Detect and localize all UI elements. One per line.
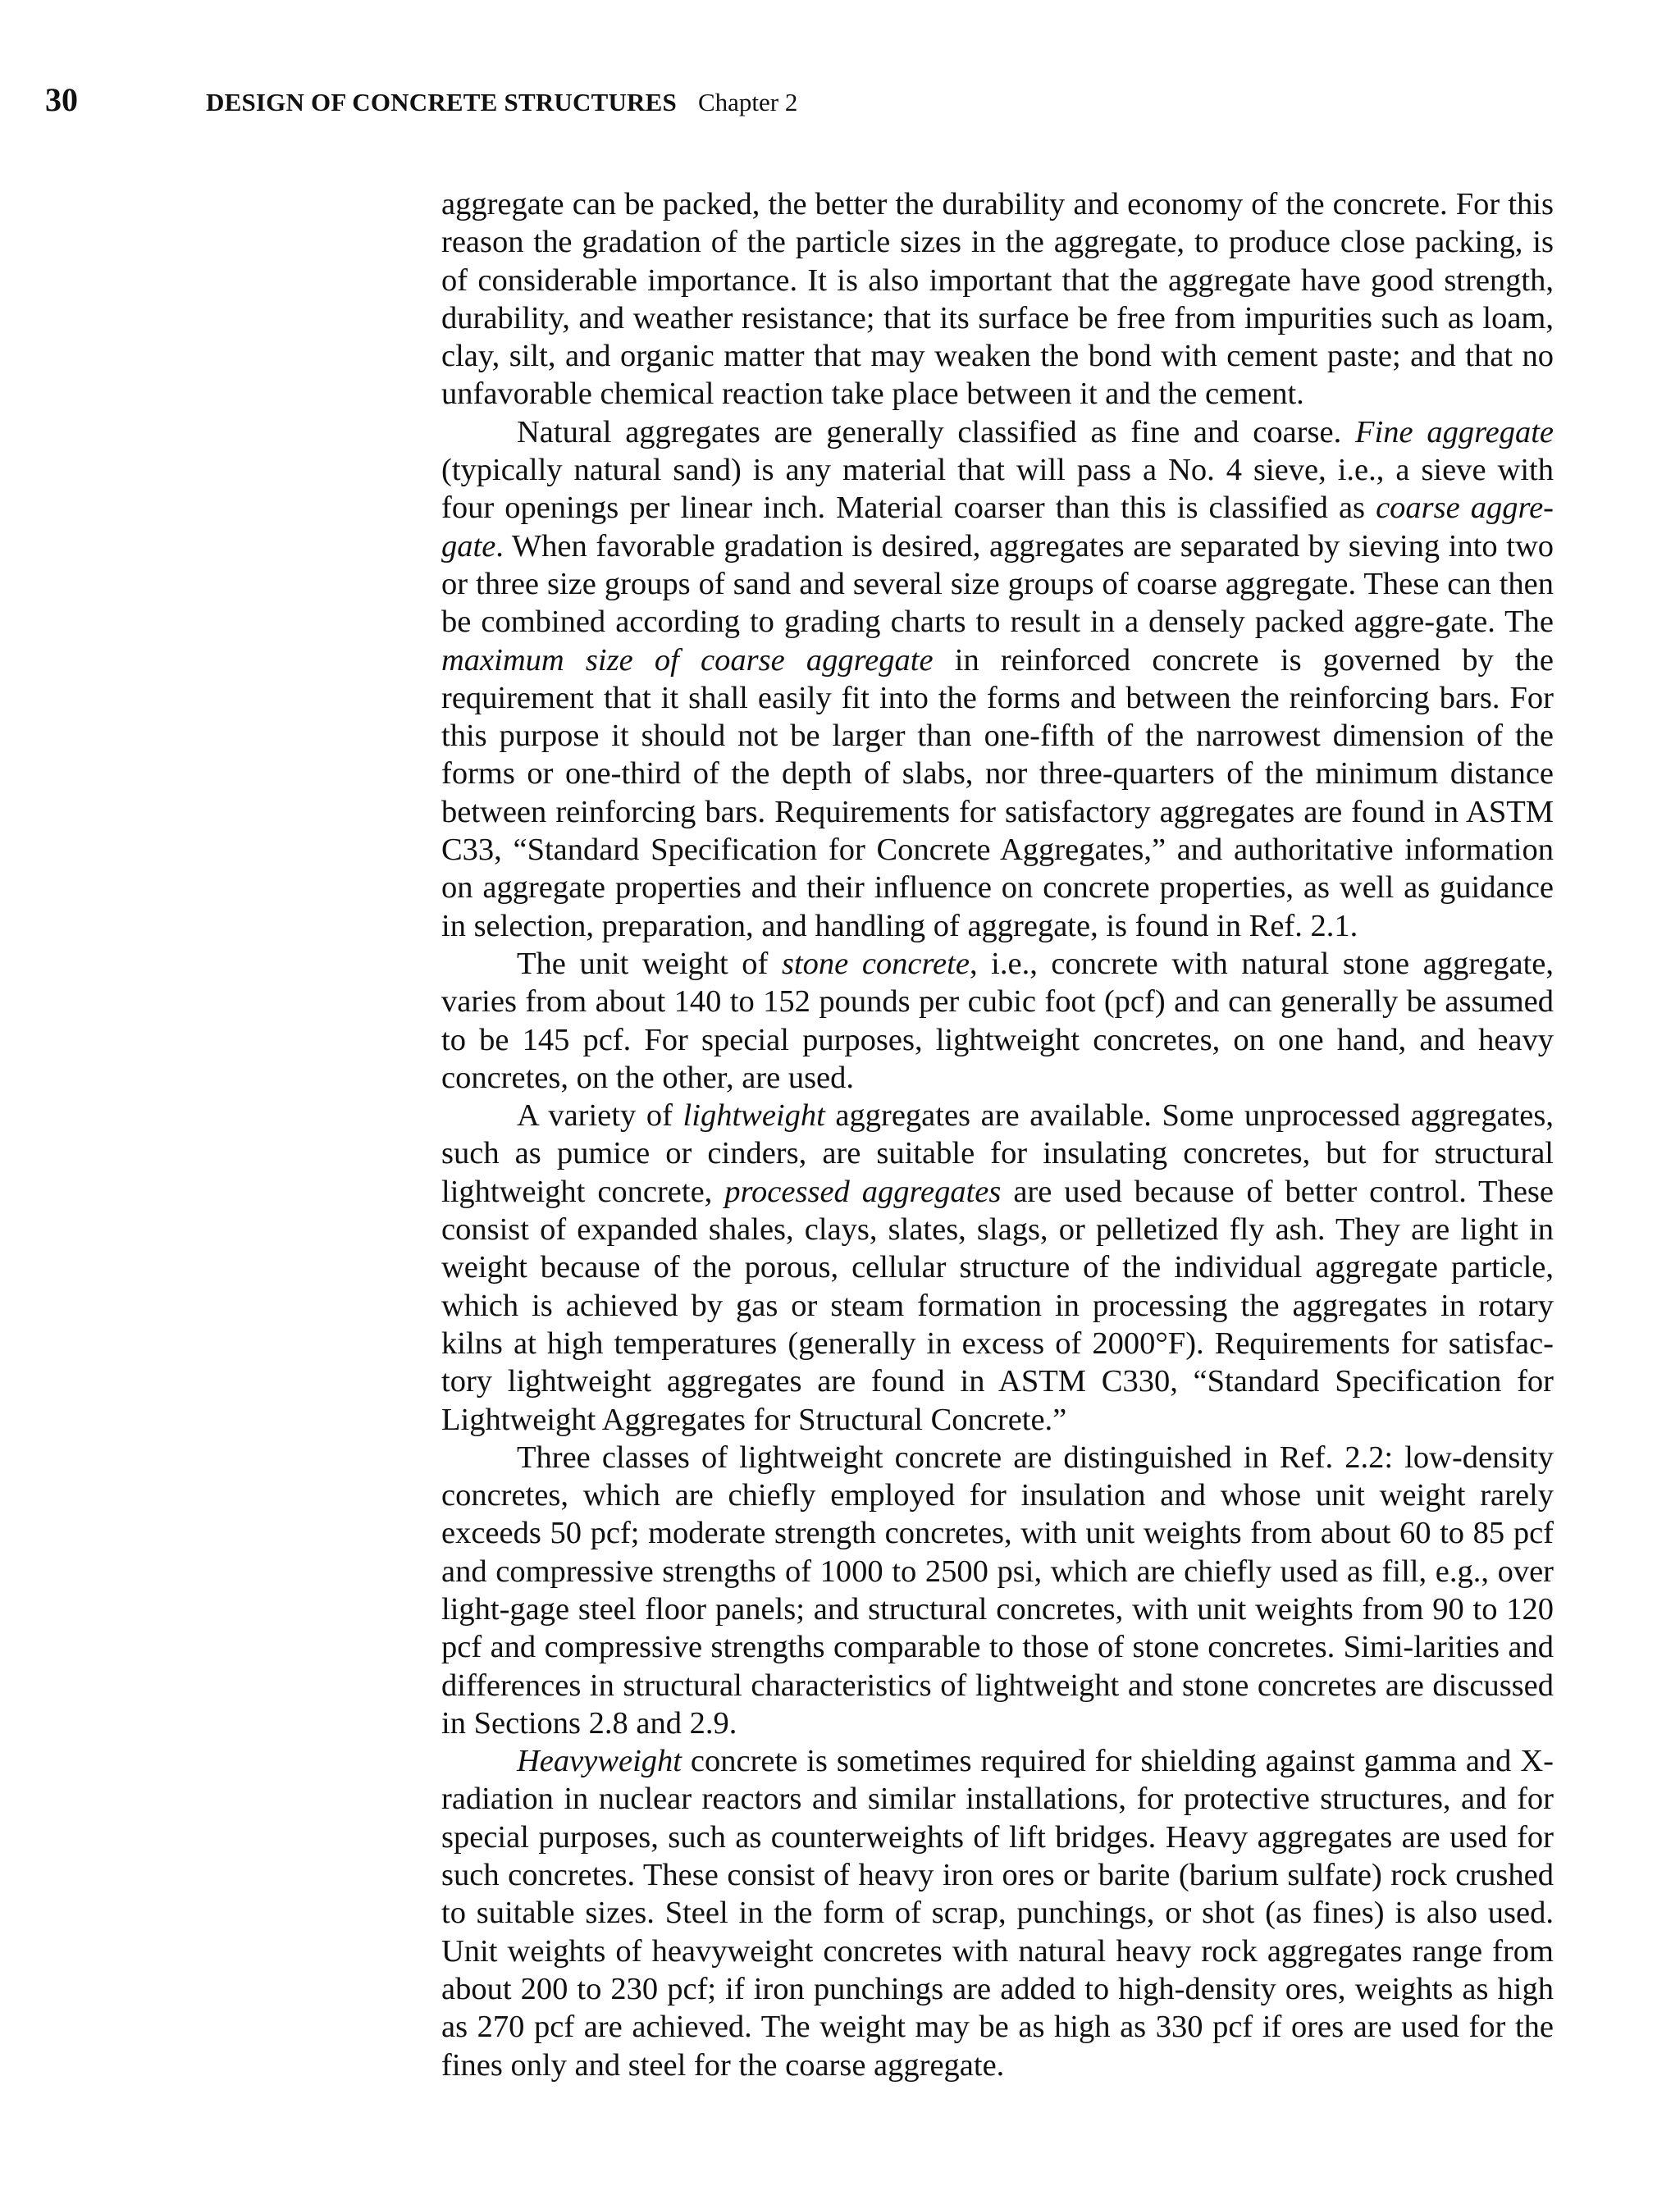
text-run: . When favorable gradation is desired, aggregates are separated by sieving into two or three size groups of sand and several size groups of coarse aggregate. These can then be combined according to grading charts to result in a densely packed aggre-gate. The (441, 528, 1554, 640)
body-paragraph (441, 413, 1554, 945)
body-paragraph (441, 945, 1554, 1097)
text-run: concrete is sometimes required for shielding against gamma and X-radiation in nuclear reactors and similar installations, for protective structures, and for special purposes, such as counterweights of lift bridges. Heavy aggregates are used for such concretes. These consist of heavy iron ores or barite (barium sulfate) rock crushed to suitable sizes. Steel in the form of scrap, punchings, or shot (as fines) is also used. Unit weights of heavyweight concretes with natural heavy rock aggregates range from about 200 to 230 pcf; if iron punchings are added to high-density ores, weights as high as 270 pcf are achieved. The weight may be as high as 330 pcf if ores are used for the fines only and steel for the coarse aggregate. (441, 1744, 1554, 2083)
italic-term: Heavyweight (517, 1744, 682, 1779)
text-run: Natural aggregates are generally classified as fine and coarse. (517, 414, 1355, 449)
text-run: The unit weight of (517, 946, 782, 981)
body-paragraph (441, 1439, 1554, 1742)
body-text (441, 185, 1554, 2084)
text-run: aggregates are available. Some unprocessed aggregates, such as pumice or cinders, are suitable for insulating concretes, but for structural lightweight concrete, (441, 1098, 1554, 1209)
chapter-label: Chapter 2 (697, 88, 798, 116)
text-run: , i.e., concrete with natural stone aggregate, varies from about 140 to 152 pounds per cubic foot (pcf) and can generally be assumed to be 145 pcf. For special purposes, lightweight concretes, on one hand, and heavy concretes, on the other, are used. (441, 946, 1554, 1095)
running-head (45, 80, 797, 130)
italic-term: stone concrete (781, 946, 970, 981)
italic-term: Fine aggregate (1355, 414, 1554, 449)
body-paragraph (441, 1097, 1554, 1439)
page-number: 30 (45, 81, 78, 118)
text-run: aggregate can be packed, the better the durability and economy of the concrete. For this reason the gradation of the particle sizes in the aggregate, to produce close packing, is of considerable importance. It is also important that the aggregate have good strength, durability, and weather resistance; that its surface be free from impurities such as loam, clay, silt, and organic matter that may weaken the bond with cement paste; and that no unfavorable chemical reaction take place between it and the cement. (441, 187, 1554, 412)
text-run: are used because of better control. These consist of expanded shales, clays, slates, slags, or pelletized fly ash. They are light in weight because of the porous, cellular structure of the individual aggregate particle, which is achieved by gas or steam formation in processing the aggregates in rotary kilns at high temperatures (generally in excess of 2000°F). Requirements for satisfac-tory lightweight aggregates are found in ASTM C330, “Standard Specification for Lightweight Aggregates for Structural Concrete.” (441, 1174, 1554, 1437)
text-run: A variety of (517, 1098, 683, 1134)
italic-term: coarse aggre-gate (441, 491, 1554, 564)
text-run: in reinforced concrete is governed by the requirement that it shall easily fit into the forms and between the reinforcing bars. For this purpose it should not be larger than one-fifth of the narrowest dimension of the forms or one-third of the depth of slabs, nor three-quarters of the minimum distance between reinforcing bars. Requirements for satisfactory aggregates are found in ASTM C33, “Standard Specification for Concrete Aggregates,” and authoritative information on aggregate properties and their influence on concrete properties, as well as guidance in selection, preparation, and handling of aggregate, is found in Ref. 2.1. (441, 642, 1554, 943)
italic-term: maximum size of coarse aggregate (441, 642, 934, 678)
text-run: Three classes of lightweight concrete are distinguished in Ref. 2.2: low-density concretes, which are chiefly employed for insulation and whose unit weight rarely exceeds 50 pcf; moderate strength concretes, with unit weights from about 60 to 85 pcf and compressive strengths of 1000 to 2500 psi, which are chiefly used as fill, e.g., over light-gage steel floor panels; and structural concretes, with unit weights from 90 to 120 pcf and compressive strengths comparable to those of stone concretes. Simi-larities and differences in structural characteristics of lightweight and stone concretes are discussed in Sections 2.8 and 2.9. (441, 1440, 1554, 1741)
book-title: DESIGN OF CONCRETE STRUCTURES (206, 88, 677, 116)
body-paragraph (441, 185, 1554, 413)
italic-term: processed aggregates (724, 1174, 1002, 1209)
body-paragraph (441, 1742, 1554, 2084)
text-run: (typically natural sand) is any material that will pass a No. 4 sieve, i.e., a sieve with four openings per linear inch. Material coarser than this is classified as (441, 453, 1554, 526)
italic-term: lightweight (682, 1098, 825, 1134)
